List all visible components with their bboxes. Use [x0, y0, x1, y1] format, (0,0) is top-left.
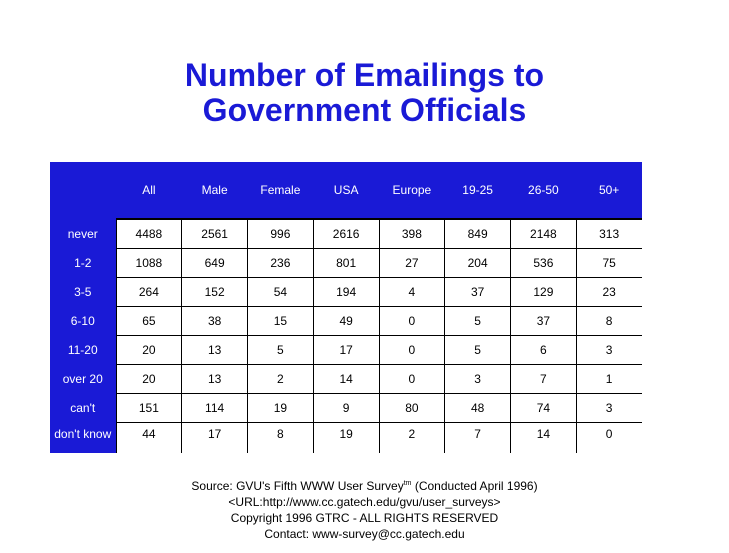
table-cell: 37	[511, 307, 577, 336]
table-cell: 1088	[116, 249, 182, 278]
column-header: 19-25	[445, 162, 511, 219]
table-cell: 151	[116, 394, 182, 423]
column-header: All	[116, 162, 182, 219]
table-cell: 27	[379, 249, 445, 278]
table-cell: 14	[313, 365, 379, 394]
table-cell: 5	[445, 307, 511, 336]
table-row	[50, 394, 642, 423]
table-cell: 1	[576, 365, 642, 394]
table-cell: 801	[313, 249, 379, 278]
table-cell: 4	[379, 278, 445, 307]
table-cell: 2561	[182, 219, 248, 249]
table-cell: 8	[248, 423, 314, 454]
table-cell: 2616	[313, 219, 379, 249]
table-cell: 0	[576, 423, 642, 454]
table-cell: 3	[445, 365, 511, 394]
column-header: Male	[182, 162, 248, 219]
table-row	[50, 249, 642, 278]
chart-title-line-2: Government Officials	[202, 92, 527, 128]
table-cell: 313	[576, 219, 642, 249]
table-cell: 2148	[511, 219, 577, 249]
column-header: 50+	[576, 162, 642, 219]
source-text: Source: GVU's Fifth WWW User Survey	[191, 479, 404, 493]
table-cell: 44	[116, 423, 182, 454]
table-row	[50, 219, 642, 249]
row-header: don't know	[50, 423, 116, 454]
table-cell: 14	[511, 423, 577, 454]
row-header: 11-20	[50, 336, 116, 365]
row-header: can't	[50, 394, 116, 423]
table-cell: 13	[182, 365, 248, 394]
table-cell: 48	[445, 394, 511, 423]
chart-title	[0, 58, 729, 128]
table-row	[50, 307, 642, 336]
table-cell: 236	[248, 249, 314, 278]
table-cell: 17	[313, 336, 379, 365]
contact: Contact: www-survey@cc.gatech.edu	[264, 527, 465, 541]
source-date: (Conducted April 1996)	[411, 479, 538, 493]
table-cell: 19	[313, 423, 379, 454]
table-cell: 15	[248, 307, 314, 336]
table-cell: 37	[445, 278, 511, 307]
table-cell: 13	[182, 336, 248, 365]
table-cell: 7	[445, 423, 511, 454]
table-row	[50, 336, 642, 365]
table-cell: 5	[445, 336, 511, 365]
corner-cell	[50, 162, 116, 219]
table-cell: 2	[248, 365, 314, 394]
row-header: 3-5	[50, 278, 116, 307]
table-cell: 204	[445, 249, 511, 278]
source-line	[0, 476, 729, 494]
table-cell: 65	[116, 307, 182, 336]
table-cell: 2	[379, 423, 445, 454]
trademark-mark: tm	[403, 480, 412, 487]
row-header: over 20	[50, 365, 116, 394]
table-cell: 9	[313, 394, 379, 423]
table-cell: 996	[248, 219, 314, 249]
row-header: never	[50, 219, 116, 249]
table-cell: 3	[576, 336, 642, 365]
table-row	[50, 423, 642, 454]
column-header: USA	[313, 162, 379, 219]
copyright: Copyright 1996 GTRC - ALL RIGHTS RESERVED	[230, 511, 499, 525]
table-cell: 398	[379, 219, 445, 249]
table-cell: 0	[379, 307, 445, 336]
table-body	[50, 219, 642, 453]
table-cell: 17	[182, 423, 248, 454]
table-cell: 152	[182, 278, 248, 307]
column-header: 26-50	[511, 162, 577, 219]
table-cell: 23	[576, 278, 642, 307]
column-header: Europe	[379, 162, 445, 219]
chart-title-line-1: Number of Emailings to	[184, 57, 545, 93]
column-header: Female	[248, 162, 314, 219]
survey-url: <URL:http://www.cc.gatech.edu/gvu/user_surveys>	[228, 495, 501, 509]
table-cell: 20	[116, 336, 182, 365]
table-cell: 49	[313, 307, 379, 336]
table-cell: 114	[182, 394, 248, 423]
row-header: 1-2	[50, 249, 116, 278]
table-row	[50, 365, 642, 394]
table-cell: 194	[313, 278, 379, 307]
table-cell: 3	[576, 394, 642, 423]
table-cell: 0	[379, 365, 445, 394]
header-row	[50, 162, 642, 219]
table-cell: 19	[248, 394, 314, 423]
table-cell: 80	[379, 394, 445, 423]
table-cell: 5	[248, 336, 314, 365]
table-row	[50, 278, 642, 307]
table-cell: 74	[511, 394, 577, 423]
row-header: 6-10	[50, 307, 116, 336]
table-cell: 7	[511, 365, 577, 394]
table-cell: 129	[511, 278, 577, 307]
table-cell: 54	[248, 278, 314, 307]
footer	[0, 476, 729, 542]
table-cell: 20	[116, 365, 182, 394]
table-cell: 0	[379, 336, 445, 365]
table-cell: 8	[576, 307, 642, 336]
data-table	[50, 162, 642, 453]
table-cell: 38	[182, 307, 248, 336]
table-cell: 6	[511, 336, 577, 365]
table-cell: 264	[116, 278, 182, 307]
table-cell: 4488	[116, 219, 182, 249]
table-cell: 849	[445, 219, 511, 249]
table-cell: 75	[576, 249, 642, 278]
data-table-container	[50, 162, 642, 453]
table-cell: 536	[511, 249, 577, 278]
table-cell: 649	[182, 249, 248, 278]
